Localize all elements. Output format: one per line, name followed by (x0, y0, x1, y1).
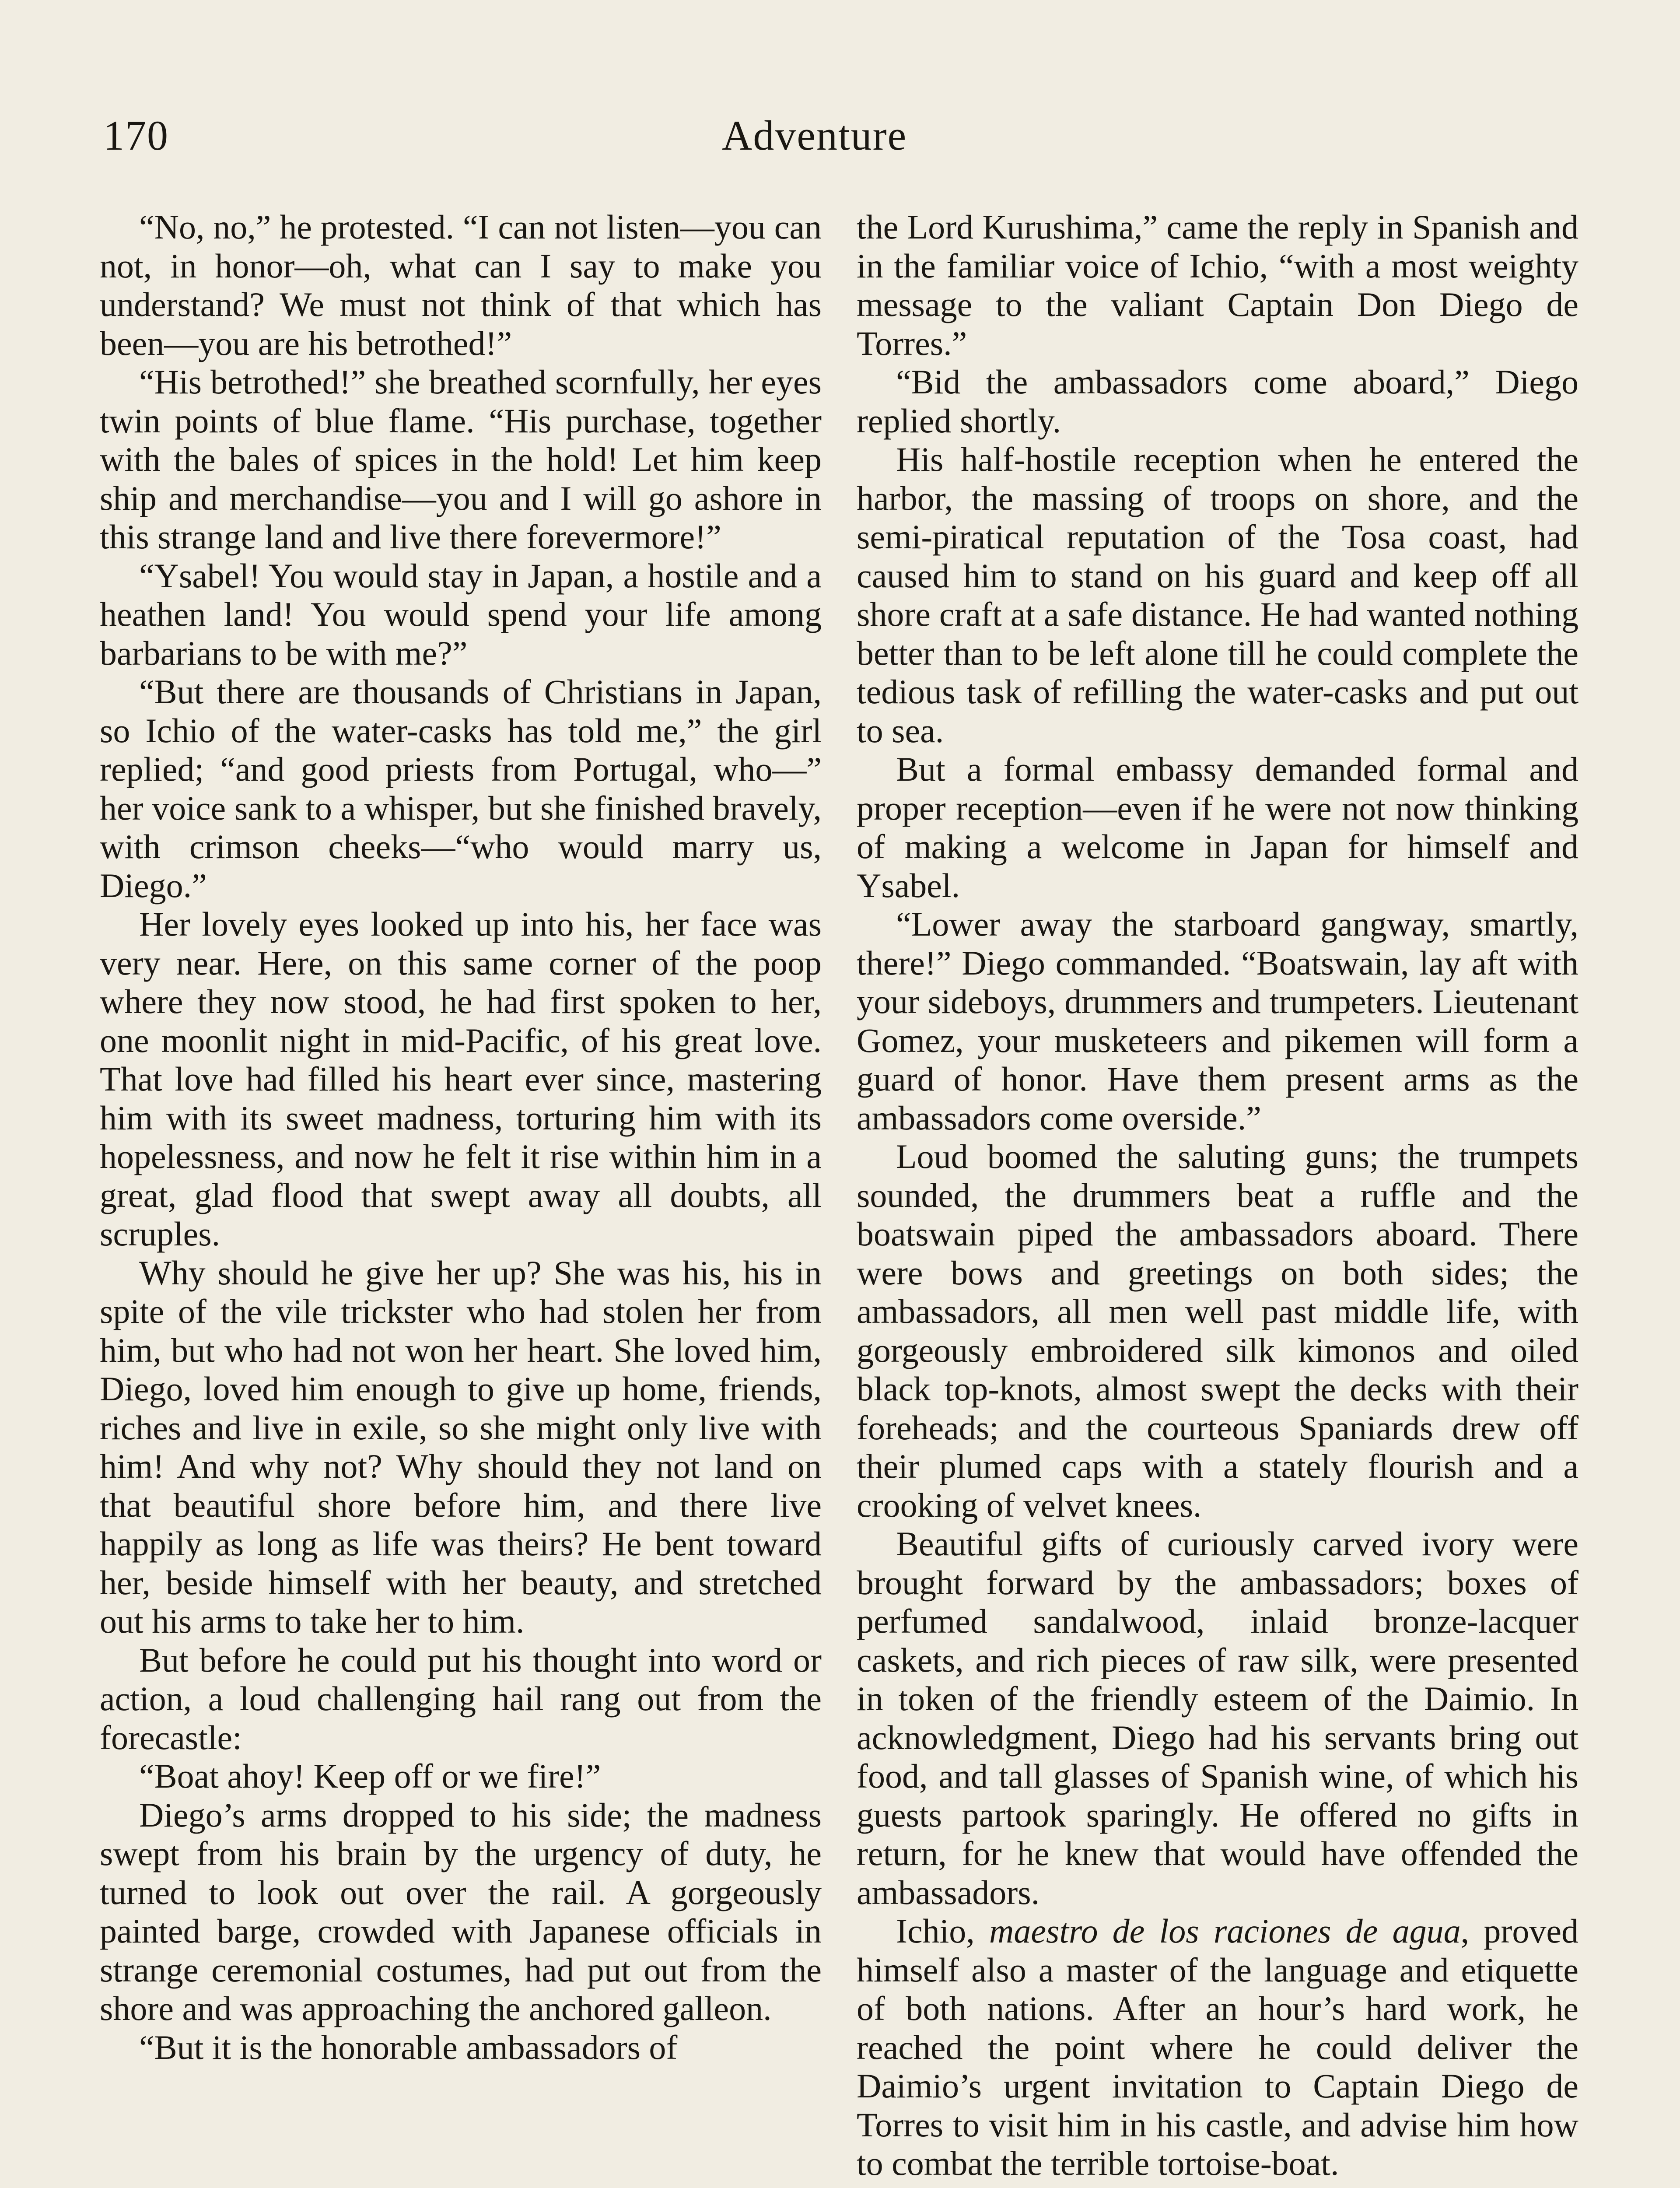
paragraph: Beautiful gifts of curiously carved ivory were brought forward by the ambassadors; boxes of perfumed sandalwood, inlaid bronze-lacquer caskets, and rich pieces of raw silk, were presented in token of the friendly esteem of the Daimio. In acknowledgment, Diego had his servants bring out food, and tall glasses of Spanish wine, of which his guests partook sparingly. He offered no gifts in return, for he knew that would have offended the ambassadors. (857, 1525, 1578, 1911)
paragraph: “His betrothed!” she breathed scornfully, her eyes twin points of blue flame. “His purchase, together with the bales of spices in the hold! Let him keep ship and merchandise—you and I will go ashore in this strange land and live there forevermore!” (100, 363, 822, 556)
running-head: Adventure (722, 112, 907, 159)
left-column (100, 208, 822, 2067)
paragraph: But before he could put his thought into word or action, a loud challenging hail rang out from the forecastle: (100, 1641, 822, 1757)
text-run: , proved himself also a master of the language and etiquette of both nations. After an hour’s hard work, he reached the point where he could deliver the Daimio’s urgent invitation to Captain Diego de Torres to visit him in his castle, and advise him how to combat the terrible tortoise-boat. (857, 1912, 1578, 2182)
paragraph: Why should he give her up? She was his, his in spite of the vile trickster who had stolen her from him, but who had not won her heart. She loved him, Diego, loved him enough to give up home, friends, riches and live in exile, so she might only live with him! And why not? Why should they not land on that beautiful shore before him, and there live happily as long as life was theirs? He bent toward her, beside himself with her beauty, and stretched out his arms to take her to him. (100, 1253, 822, 1640)
text-run: Ichio, (896, 1912, 990, 1950)
right-column (857, 208, 1578, 2183)
paragraph: “Boat ahoy! Keep off or we fire!” (139, 1757, 601, 1795)
paragraph: “Bid the ambassadors come aboard,” Diego replied shortly. (857, 363, 1578, 440)
paragraph: Her lovely eyes looked up into his, her face was very near. Here, on this same corner of the poop where they now stood, he had first spoken to her, one moonlit night in mid-Pacific, of his great love. That love had filled his heart ever since, mastering him with its sweet madness, torturing him with its hopelessness, and now he felt it rise within him in a great, glad flood that swept away all doubts, all scruples. (100, 905, 822, 1253)
paragraph: “Ysabel! You would stay in Japan, a hostile and a heathen land! You would spend your life among barbarians to be with me?” (100, 556, 822, 672)
final-paragraph (857, 1912, 1578, 2183)
page-number: 170 (103, 112, 169, 159)
paragraph: Loud boomed the saluting guns; the trumpets sounded, the drummers beat a ruffle and the boatswain piped the ambassadors aboard. There were bows and greetings on both sides; the ambassadors, all men well past middle life, with gorgeously embroidered silk kimonos and oiled black top-knots, almost swept the decks with their foreheads; and the courteous Spaniards drew off their plumed caps with a stately flourish and a crooking of velvet knees. (857, 1137, 1578, 1524)
paragraph: But a formal embassy demanded formal and proper reception—even if he were not now thinking of making a welcome in Japan for himself and Ysabel. (857, 750, 1578, 905)
paragraph: “Lower away the starboard gangway, smartly, there!” Diego commanded. “Boatswain, lay aft with your sideboys, drummers and trumpeters. Lieutenant Gomez, your musketeers and pikemen will form a guard of honor. Have them present arms as the ambassadors come overside.” (857, 905, 1578, 1137)
paragraph: “But there are thousands of Christians in Japan, so Ichio of the water-casks has told me,” the girl replied; “and good priests from Portugal, who—” her voice sank to a whisper, but she finished bravely, with crimson cheeks—“who would marry us, Diego.” (100, 673, 822, 905)
italic-phrase: maestro de los raciones de agua (989, 1912, 1461, 1950)
continued-paragraph: the Lord Kurushima,” came the reply in Spanish and in the familiar voice of Ichio, “with a most weighty message to the valiant Captain Don Diego de Torres.” (857, 208, 1578, 362)
paragraph: His half-hostile reception when he entered the harbor, the massing of troops on shore, and the semi-piratical reputation of the Tosa coast, had caused him to stand on his guard and keep off all shore craft at a safe distance. He had wanted nothing better than to be left alone till he could complete the tedious task of refilling the water-casks and put out to sea. (857, 440, 1578, 750)
paragraph: “No, no,” he protested. “I can not listen—you can not, in honor—oh, what can I say to make you understand? We must not think of that which has been—you are his betrothed!” (100, 208, 822, 362)
paragraph: “But it is the honorable ambassadors of (139, 2028, 678, 2066)
paragraph: Diego’s arms dropped to his side; the madness swept from his brain by the urgency of duty, he turned to look out over the rail. A gorgeously painted barge, crowded with Japanese officials in strange ceremonial costumes, had put out from the shore and was approaching the anchored galleon. (100, 1795, 822, 2027)
